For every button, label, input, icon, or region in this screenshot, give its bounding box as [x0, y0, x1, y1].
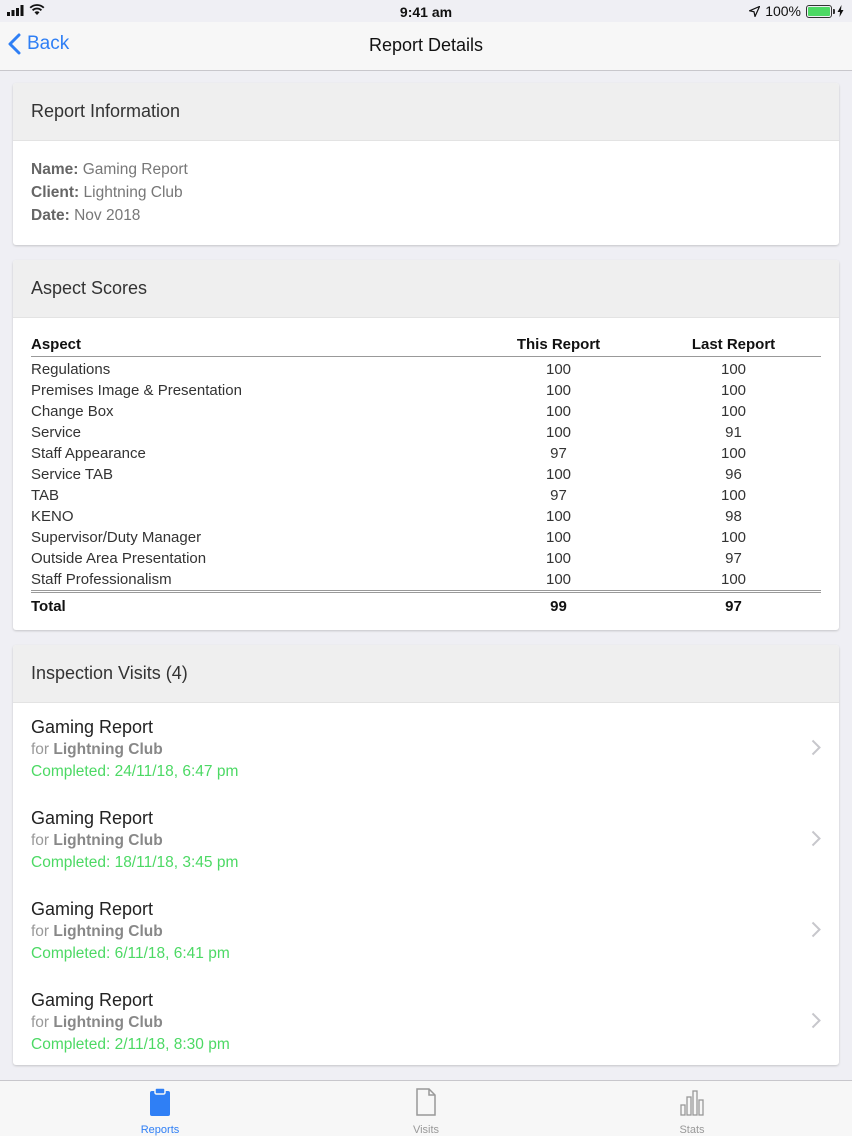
visit-title: Gaming Report	[31, 808, 154, 828]
aspect-cell: TAB	[31, 487, 60, 504]
visit-for-label: for	[31, 741, 50, 758]
this-report-cell: 100	[545, 550, 572, 567]
visit-status: Completed: 18/11/18, 3:45 pm	[31, 854, 239, 871]
report-information-header: Report Information	[13, 83, 839, 141]
status-bar	[0, 0, 852, 22]
visit-client	[31, 923, 163, 941]
last-report-cell: 100	[720, 571, 747, 588]
inspection-visits-header: Inspection Visits (4)	[13, 645, 839, 703]
visit-title: Gaming Report	[31, 899, 154, 919]
table-row	[31, 401, 821, 422]
visit-status: Completed: 2/11/18, 8:30 pm	[31, 1036, 230, 1053]
last-report-cell: 100	[720, 382, 747, 399]
visit-client	[31, 832, 163, 850]
total-row	[31, 592, 821, 619]
back-button-label: Back	[27, 33, 70, 54]
column-header-this-report: This Report	[471, 336, 646, 357]
page-title: Report Details	[368, 35, 484, 55]
aspect-cell: Service	[31, 424, 82, 441]
tab-stats-label: Stats	[679, 1124, 705, 1136]
aspect-cell: Regulations	[31, 361, 111, 378]
this-report-cell: 100	[545, 403, 572, 420]
table-row	[31, 357, 821, 381]
aspect-cell: Change Box	[31, 403, 114, 420]
visit-for-label: for	[31, 832, 50, 849]
visit-client-name: Lightning Club	[53, 1014, 163, 1031]
visit-list-item[interactable]	[13, 703, 839, 794]
this-report-cell: 97	[550, 487, 567, 504]
report-name-label: Name:	[31, 161, 79, 178]
last-report-cell: 96	[725, 466, 742, 483]
battery-percent: 100%	[765, 3, 801, 19]
tab-visits[interactable]	[366, 1087, 486, 1136]
aspect-scores-header: Aspect Scores	[13, 260, 839, 318]
this-report-cell: 100	[545, 508, 572, 525]
clipboard-icon	[148, 1087, 172, 1117]
visit-list-item[interactable]	[13, 885, 839, 976]
report-name-value: Gaming Report	[82, 161, 188, 178]
report-client-row	[31, 181, 821, 204]
report-information-card	[13, 83, 839, 245]
bar-chart-icon	[679, 1087, 705, 1117]
column-header-last-report: Last Report	[646, 336, 821, 357]
inspection-visits-card	[13, 645, 839, 1065]
visit-client-name: Lightning Club	[53, 832, 163, 849]
table-row	[31, 422, 821, 443]
tab-reports-label: Reports	[140, 1124, 180, 1136]
chevron-right-icon	[811, 830, 821, 847]
tab-visits-label: Visits	[412, 1124, 440, 1136]
table-row	[31, 380, 821, 401]
this-report-cell: 100	[545, 424, 572, 441]
chevron-right-icon	[811, 921, 821, 938]
table-row	[31, 569, 821, 592]
tab-reports[interactable]	[100, 1087, 220, 1136]
visit-for-label: for	[31, 1014, 50, 1031]
this-report-cell: 100	[545, 361, 572, 378]
visit-for-label: for	[31, 923, 50, 940]
status-right-group	[749, 3, 844, 19]
aspect-cell: Premises Image & Presentation	[31, 382, 242, 399]
last-report-cell: 91	[725, 424, 742, 441]
aspect-scores-card	[13, 260, 839, 630]
tab-bar	[0, 1080, 852, 1136]
aspect-cell: Staff Professionalism	[31, 571, 172, 588]
table-row	[31, 485, 821, 506]
status-time: 9:41 am	[399, 4, 453, 20]
battery-icon	[806, 5, 832, 18]
chevron-right-icon	[811, 739, 821, 756]
total-this-report-cell: 99	[471, 592, 646, 619]
this-report-cell: 100	[545, 529, 572, 546]
aspect-cell: Outside Area Presentation	[31, 550, 207, 567]
document-icon	[415, 1087, 437, 1117]
visit-client	[31, 741, 163, 759]
visit-title: Gaming Report	[31, 990, 154, 1010]
this-report-cell: 100	[545, 466, 572, 483]
visit-title: Gaming Report	[31, 717, 154, 737]
report-name-row	[31, 158, 821, 181]
total-label-cell: Total	[31, 592, 471, 619]
table-row	[31, 506, 821, 527]
navigation-bar	[0, 22, 852, 71]
table-row	[31, 527, 821, 548]
visit-list-item[interactable]	[13, 794, 839, 885]
charging-bolt-icon	[837, 5, 844, 17]
report-information-body	[13, 141, 839, 227]
this-report-cell: 100	[545, 571, 572, 588]
report-date-value: Nov 2018	[74, 207, 141, 224]
aspect-scores-table	[31, 336, 821, 618]
tab-stats[interactable]	[632, 1087, 752, 1136]
location-arrow-icon	[749, 6, 760, 17]
visit-client-name: Lightning Club	[53, 741, 163, 758]
this-report-cell: 100	[545, 382, 572, 399]
report-client-label: Client:	[31, 184, 80, 201]
table-row	[31, 443, 821, 464]
aspect-cell: Staff Appearance	[31, 445, 146, 462]
table-row	[31, 548, 821, 569]
visit-client	[31, 1014, 163, 1032]
chevron-right-icon	[811, 1012, 821, 1029]
last-report-cell: 100	[720, 361, 747, 378]
column-header-aspect: Aspect	[31, 336, 471, 357]
last-report-cell: 97	[725, 550, 742, 567]
this-report-cell: 97	[550, 445, 567, 462]
total-last-report-cell: 97	[646, 592, 821, 619]
aspect-cell: KENO	[31, 508, 74, 525]
visit-status: Completed: 6/11/18, 6:41 pm	[31, 945, 230, 962]
table-row	[31, 464, 821, 485]
table-header-row	[31, 336, 821, 357]
last-report-cell: 100	[720, 487, 747, 504]
visit-status: Completed: 24/11/18, 6:47 pm	[31, 763, 239, 780]
aspect-cell: Supervisor/Duty Manager	[31, 529, 202, 546]
visit-client-name: Lightning Club	[53, 923, 163, 940]
last-report-cell: 100	[720, 403, 747, 420]
report-date-row	[31, 204, 821, 227]
last-report-cell: 100	[720, 445, 747, 462]
report-date-label: Date:	[31, 207, 70, 224]
last-report-cell: 98	[725, 508, 742, 525]
last-report-cell: 100	[720, 529, 747, 546]
visit-list-item[interactable]	[13, 976, 839, 1065]
aspect-cell: Service TAB	[31, 466, 113, 483]
report-client-value: Lightning Club	[83, 184, 183, 201]
